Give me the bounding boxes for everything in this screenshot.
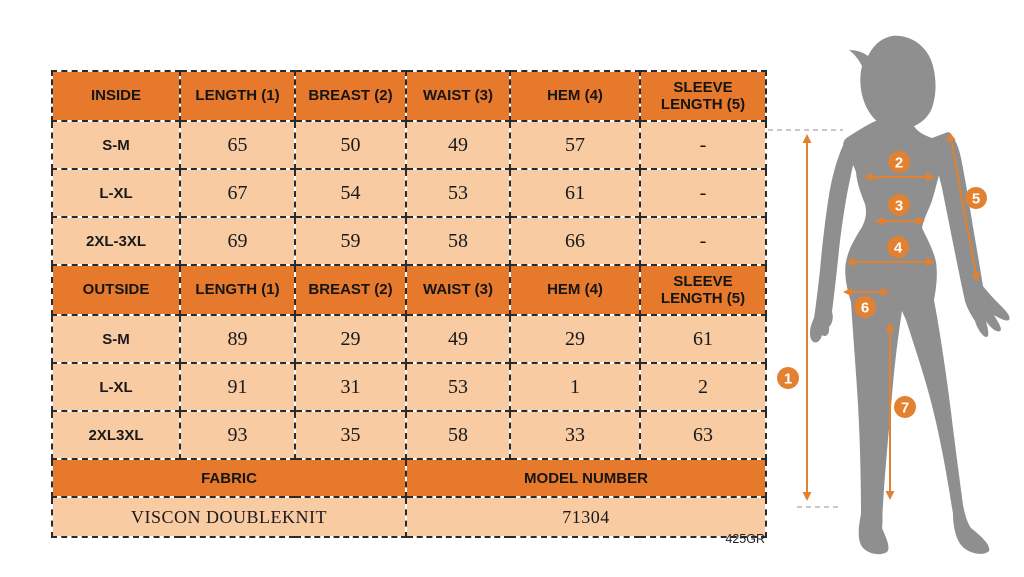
weight-note: 425GR <box>725 532 765 546</box>
size-value: 49 <box>406 121 510 169</box>
measurement-marker-number: 5 <box>971 190 981 208</box>
size-table-grid <box>51 70 767 538</box>
measurement-marker-number: 6 <box>860 299 870 317</box>
column-header: BREAST (2) <box>295 265 406 315</box>
table-header-row <box>52 265 766 315</box>
size-value: 35 <box>295 411 406 459</box>
size-value: 61 <box>510 169 640 217</box>
size-value: 31 <box>295 363 406 411</box>
column-header: WAIST (3) <box>406 71 510 121</box>
size-label: L-XL <box>52 363 180 411</box>
size-label: L-XL <box>52 169 180 217</box>
size-label: S-M <box>52 121 180 169</box>
column-header: LENGTH (1) <box>180 71 295 121</box>
woman-silhouette <box>810 36 1010 554</box>
size-value: 49 <box>406 315 510 363</box>
size-value: 65 <box>180 121 295 169</box>
column-header: INSIDE <box>52 71 180 121</box>
size-value: - <box>640 121 766 169</box>
size-value: 2 <box>640 363 766 411</box>
size-value: 93 <box>180 411 295 459</box>
table-row <box>52 217 766 265</box>
column-header: BREAST (2) <box>295 71 406 121</box>
measurement-marker-number: 4 <box>893 239 903 257</box>
measurement-marker-number: 2 <box>894 154 904 172</box>
size-value: 58 <box>406 217 510 265</box>
column-header: HEM (4) <box>510 71 640 121</box>
footer-value: VISCON DOUBLEKNIT <box>52 497 406 537</box>
size-value: 53 <box>406 363 510 411</box>
measurement-marker-number: 1 <box>783 370 793 388</box>
column-header: LENGTH (1) <box>180 265 295 315</box>
size-value: 29 <box>510 315 640 363</box>
table-row <box>52 315 766 363</box>
table-row <box>52 121 766 169</box>
column-header: SLEEVE LENGTH (5) <box>640 71 766 121</box>
column-header: SLEEVE LENGTH (5) <box>640 265 766 315</box>
size-value: 63 <box>640 411 766 459</box>
footer-column-header: FABRIC <box>52 459 406 497</box>
column-header: WAIST (3) <box>406 265 510 315</box>
size-value: - <box>640 169 766 217</box>
size-value: 53 <box>406 169 510 217</box>
size-label: 2XL3XL <box>52 411 180 459</box>
size-value: - <box>640 217 766 265</box>
table-row <box>52 363 766 411</box>
table-row <box>52 169 766 217</box>
size-value: 29 <box>295 315 406 363</box>
size-value: 50 <box>295 121 406 169</box>
size-label: 2XL-3XL <box>52 217 180 265</box>
size-value: 57 <box>510 121 640 169</box>
table-header-row <box>52 71 766 121</box>
measurement-marker-number: 7 <box>900 399 910 417</box>
column-header: HEM (4) <box>510 265 640 315</box>
size-value: 1 <box>510 363 640 411</box>
size-table <box>51 70 765 538</box>
size-value: 67 <box>180 169 295 217</box>
table-footer-header-row <box>52 459 766 497</box>
size-value: 89 <box>180 315 295 363</box>
size-value: 69 <box>180 217 295 265</box>
footer-value: 71304 <box>406 497 766 537</box>
size-label: S-M <box>52 315 180 363</box>
measurement-marker-number: 3 <box>894 197 904 215</box>
size-guide-figure <box>765 0 1024 577</box>
size-value: 59 <box>295 217 406 265</box>
size-value: 61 <box>640 315 766 363</box>
column-header: OUTSIDE <box>52 265 180 315</box>
footer-column-header: MODEL NUMBER <box>406 459 766 497</box>
size-value: 58 <box>406 411 510 459</box>
size-value: 91 <box>180 363 295 411</box>
table-row <box>52 411 766 459</box>
size-value: 66 <box>510 217 640 265</box>
size-value: 33 <box>510 411 640 459</box>
table-footer-value-row <box>52 497 766 537</box>
size-value: 54 <box>295 169 406 217</box>
